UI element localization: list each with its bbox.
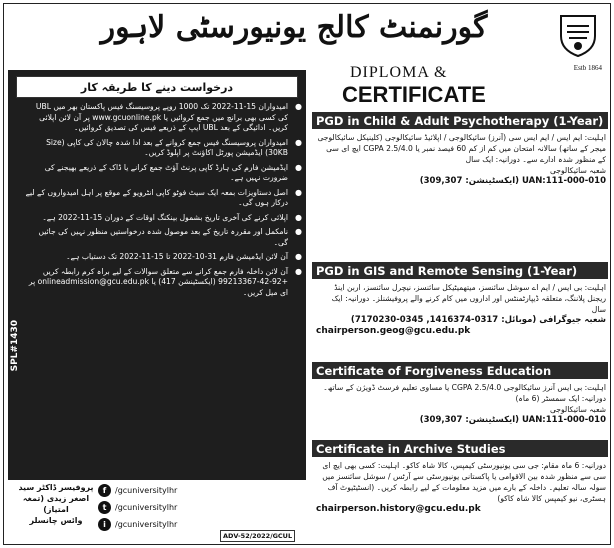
bullet-icon: ● <box>295 212 302 222</box>
spl-number: SPL#1430 <box>10 320 20 372</box>
email-link[interactable]: chairperson.history@gcu.edu.pk <box>316 504 481 514</box>
social-facebook[interactable]: f /gcuniversitylhr <box>98 482 218 499</box>
bullet-icon: ● <box>295 227 302 236</box>
email-link[interactable]: chairperson.geog@gcu.edu.pk <box>316 326 471 336</box>
instruction-item: ● نامکمل اور مقررہ تاریخ کے بعد موصول شدہ درخواستیں منظور نہیں کی جائیں گی۔ <box>38 227 302 247</box>
program-details: اہلیت: ایم ایس / ایم ایس سی (آنرز) سائیکالوجی / اپلائیڈ سائیکالوجی (کلینیکل سائیکالوجی میجر کے ساتھ) سالانہ امتحان میں کم از کم 60 فیصد نمبر یا 2.5/4.0 CGPA ایچ ای سی کے منظور شدہ ادارے سے۔ دورانیہ: ایک سال شعبہ سائیکالوجی UAN:111-000-010 (ایکسٹینشن: 309,307) <box>317 133 606 186</box>
vice-chancellor-signature: پروفیسر ڈاکٹر سید اصغر زیدی (تمغہ امتیاز) وائس چانسلر <box>18 483 94 525</box>
instruction-item: ● آن لائن ایڈمیشن فارم 31-10-2022 تا 15-11-2022 تک دستیاب ہے۔ <box>66 252 302 261</box>
program-title: PGD in Child & Adult Psychotherapy (1-Year) <box>312 112 608 129</box>
bullet-icon: ● <box>295 252 302 261</box>
social-twitter[interactable]: t /gcuniversitylhr <box>98 499 218 516</box>
program-details: دورانیہ: 6 ماہ مقام: جی سی یونیورسٹی کیمپس، کالا شاہ کاکو۔ اہلیت: کسی بھی ایچ ای سی سے منظور شدہ بین الاقوامی یا پاکستانی یونیورسٹی سے آرٹس / سوشل سائنسز میں سولہ سالہ تعلیم۔ داخلہ کے بارے میں مزید معلومات کے لیے رابطہ کریں۔ (انسٹیٹیوٹ آف ہسٹری، نیو کیمپس کالا شاہ کاکو) chairperson.history@gcu.edu.pk <box>316 461 606 514</box>
program-title: Certificate of Forgiveness Education <box>312 362 608 379</box>
program-title: Certificate in Archive Studies <box>312 440 608 457</box>
instruction-item: ● اصل دستاویزات بمعہ ایک سیٹ فوٹو کاپی انٹرویو کے موقع پر اہل امیدواروں کے لیے درکار ہوں گی۔ <box>25 187 302 207</box>
instructions-list <box>24 102 302 302</box>
instructions-heading: درخواست دینے کا طریقہ کار <box>16 76 298 98</box>
instagram-icon: i <box>98 518 111 531</box>
university-title: گورنمنٹ کالج یونیورسٹی لاہور <box>100 10 488 45</box>
established-year: Estb 1864 <box>573 64 602 72</box>
header <box>4 4 609 66</box>
application-instructions-panel <box>8 70 306 480</box>
bullet-icon: ● <box>295 187 302 197</box>
program-details: اہلیت: بی ایس آنرز سائیکالوجی 2.5/4.0 CGPA یا مساوی تعلیم فرسٹ ڈویژن کے ساتھ۔ دورانیہ: ایک سمسٹر (6 ماہ) شعبہ سائیکالوجی UAN:111-000-010 (ایکسٹینشن: 309,307) <box>323 383 606 425</box>
university-crest-icon <box>555 12 601 58</box>
twitter-icon: t <box>98 501 111 514</box>
program-details: اہلیت: بی ایس / ایم اے سوشل سائنسز، میتھمیٹیکل سائنسز، نیچرل سائنسز، اربن اینڈ ریجنل پلاننگ، متعلقہ ڈیپارٹمنٹس اور اداروں میں کام کرنے والے پروفیشنلز۔ دورانیہ: ایک سال شعبہ جیوگرافی (موبائل: 0317-1416374, 0345-7170230) chairperson.geog@gcu.edu.pk <box>316 283 606 336</box>
footer-left <box>8 482 306 544</box>
social-links <box>98 482 218 533</box>
social-instagram[interactable]: i /gcuniversitylhr <box>98 516 218 533</box>
instruction-item: ● ایڈمیشن فارم کی ہارڈ کاپی پرنٹ آؤٹ جمع کرانے یا ڈاک کے ذریعے بھیجنے کی ضرورت نہیں ہے۔ <box>44 162 302 182</box>
instruction-item: ● امیدواران پروسیسنگ فیس جمع کروانے کے بعد ادا شدہ چالان کی کاپی (Size 30KB) ایڈمیشن پورٹل اکاؤنٹ پر اپلوڈ کریں۔ <box>46 137 302 157</box>
bullet-icon: ● <box>295 266 302 276</box>
programs-panel <box>310 64 610 546</box>
advertisement-page <box>3 3 611 545</box>
certificate-heading: CERTIFICATE <box>342 82 486 107</box>
diploma-heading: DIPLOMA & <box>350 64 448 81</box>
bullet-icon: ● <box>295 162 302 172</box>
bullet-icon: ● <box>295 102 302 111</box>
instruction-item: ● آن لائن داخلہ فارم جمع کرانے سے متعلق سوالات کے لیے براہ کرم رابطہ کریں +92-42-99213367 (ایکسٹینشن 417) یا onlineadmission@gcu.edu.pk پر ای میل کریں۔ <box>28 266 302 297</box>
instruction-item: ● امیدواران 15-11-2022 تک 1000 روپے پروسیسنگ فیس پاکستان بھر میں UBL کی کسی بھی برانچ میں جمع کروائیں یا www.gcuonline.pk پر آن لائن اپلائی کریں۔ ادائیگی کے بعد UBL ایپ کے ذریعے فیس کی تصدیق کروائیں۔ <box>35 102 302 132</box>
program-title: PGD in GIS and Remote Sensing (1-Year) <box>312 262 608 279</box>
instruction-item: ● اپلائی کرنے کی آخری تاریخ بشمول بینکنگ اوقات کے دوران 15-11-2022 ہے۔ <box>42 212 302 222</box>
facebook-icon: f <box>98 484 111 497</box>
advertisement-code: ADV-52/2022/GCUL <box>220 530 295 542</box>
bullet-icon: ● <box>295 137 302 147</box>
